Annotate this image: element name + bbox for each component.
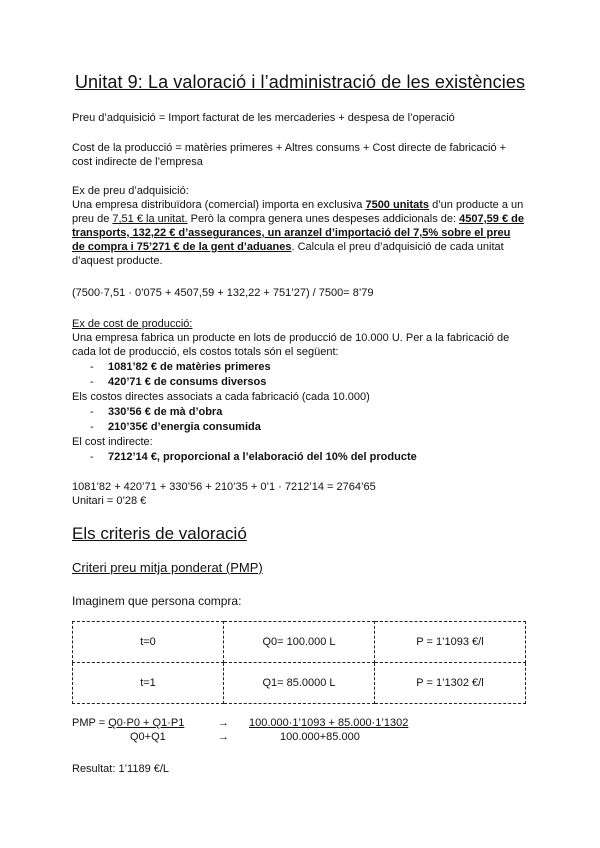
- pmp-denominator: Q0+Q1: [130, 731, 166, 743]
- table-row: [73, 663, 526, 704]
- example-produccio-line2: cada lot de producció, els costos totals són el següent:: [72, 346, 339, 358]
- page-title: Unitat 9: La valoració i l’administració de les existències: [74, 72, 526, 92]
- pmp-result: Resultat: 1’1189 €/L: [72, 763, 170, 775]
- example-produccio-line3: Els costos directes associats a cada fabricació (cada 10.000): [72, 391, 370, 403]
- example-produccio-line4: El cost indirecte:: [72, 436, 153, 448]
- highlight-price: 7,51 € la unitat.: [112, 213, 188, 225]
- table-cell: Q0= 100.000 L: [224, 622, 375, 663]
- cost-item: 210’35€ d’energia consumida: [108, 421, 261, 433]
- calc-denominator: 100.000+85.000: [280, 731, 360, 743]
- definition-produccio-line2: cost indirecte de l’empresa: [72, 156, 203, 168]
- text-segment: d’un producte a un: [429, 199, 524, 211]
- example-produccio-unitari: Unitari = 0’28 €: [72, 495, 147, 507]
- example-adquisicio-heading: Ex de preu d’adquisició:: [72, 185, 189, 197]
- table-cell: t=0: [73, 622, 224, 663]
- bullet-marker: -: [90, 451, 94, 463]
- highlight-costs: 4507,59 € de: [459, 213, 524, 225]
- example-adquisicio-line2: [72, 212, 524, 226]
- highlight-units: 7500 unitats: [365, 199, 430, 211]
- definition-adquisicio: Preu d’adquisició = Import facturat de les mercaderies + despesa de l’operació: [72, 112, 455, 124]
- definition-produccio-line1: Cost de la producció = matèries primeres + Altres consums + Cost directe de fabricació +: [72, 142, 507, 154]
- cost-item: 7212’14 €, proporcional a l’elaboració del 10% del producte: [108, 451, 417, 463]
- table-cell: P = 1’1302 €/l: [375, 663, 526, 704]
- text-segment: Però la compra genera unes despeses addicionals de:: [187, 213, 460, 225]
- bullet-marker: -: [90, 406, 94, 418]
- text-segment: Una empresa distribuïdora (comercial) importa en exclusiva: [72, 199, 366, 211]
- pmp-formula-numerator-line: [72, 716, 184, 730]
- text-segment: preu de: [72, 213, 113, 225]
- table-row: [73, 622, 526, 663]
- section-heading-criteris: Els criteris de valoració: [72, 524, 247, 543]
- example-adquisicio-line3: transports, 132,22 € d’assegurances, un aranzel d’importació del 7,5% sobre el preu: [72, 227, 511, 239]
- cost-item: 420’71 € de consums diversos: [108, 376, 267, 388]
- table-cell: Q1= 85.0000 L: [224, 663, 375, 704]
- pmp-label: PMP =: [72, 717, 109, 729]
- example-produccio-heading: Ex de cost de producció:: [72, 318, 193, 330]
- example-adquisicio-line1: [72, 198, 523, 212]
- example-adquisicio-line5: d’aquest producte.: [72, 255, 163, 267]
- arrow-icon: →: [218, 731, 229, 743]
- purchases-table: [72, 621, 526, 704]
- pmp-numerator: Q0·P0 + Q1·P1: [108, 717, 185, 729]
- cost-item: 330’56 € de mà d’obra: [108, 406, 223, 418]
- criteris-intro: Imaginem que persona compra:: [72, 594, 242, 608]
- cost-item: 1081’82 € de matèries primeres: [108, 361, 271, 373]
- highlight-customs: de compra i 75’271 € de la gent d’aduanes: [72, 241, 292, 253]
- arrow-icon: →: [218, 717, 229, 729]
- example-produccio-line1: Una empresa fabrica un producte en lots de producció de 10.000 U. Per a la fabricació de: [72, 332, 510, 344]
- bullet-marker: -: [90, 376, 94, 388]
- bullet-marker: -: [90, 361, 94, 373]
- bullet-marker: -: [90, 421, 94, 433]
- calc-numerator: 100.000·1’1093 + 85.000·1’1302: [249, 717, 409, 729]
- table-cell: t=1: [73, 663, 224, 704]
- example-adquisicio-formula: (7500·7,51 · 0’075 + 4507,59 + 132,22 + 751’27) / 7500= 8’79: [72, 287, 374, 299]
- subsection-heading-pmp: Criteri preu mitja ponderat (PMP): [72, 560, 263, 575]
- text-segment: . Calcula el preu d’adquisició de cada unitat: [291, 241, 504, 253]
- example-adquisicio-line4: [72, 240, 504, 254]
- table-cell: P = 1’1093 €/l: [375, 622, 526, 663]
- example-produccio-total: 1081’82 + 420’71 + 330’56 + 210’35 + 0’1 · 7212’14 = 2764’65: [72, 481, 376, 493]
